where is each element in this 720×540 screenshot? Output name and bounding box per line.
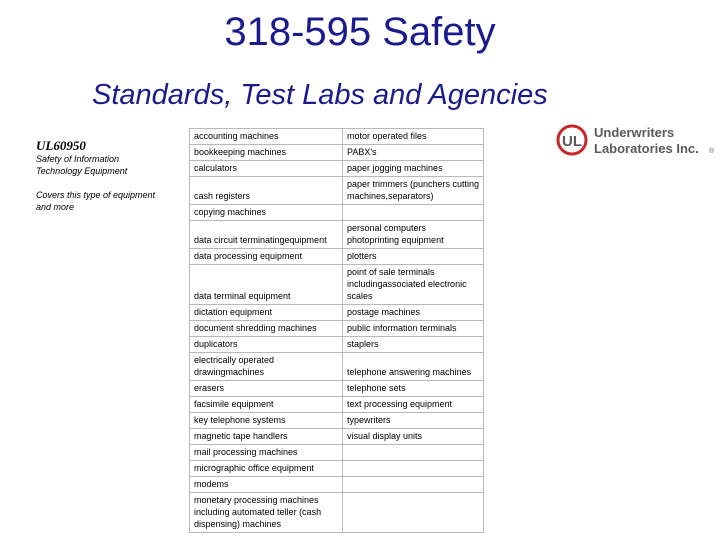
table-row [190, 129, 484, 145]
equipment-cell-left: mail processing machines [190, 445, 343, 461]
table-row [190, 265, 484, 305]
equipment-cell-left: calculators [190, 161, 343, 177]
equipment-cell-right: PABX's [343, 145, 484, 161]
equipment-cell-left: accounting machines [190, 129, 343, 145]
table-row [190, 221, 484, 249]
equipment-cell-left: facsimile equipment [190, 397, 343, 413]
equipment-cell-right [343, 493, 484, 533]
equipment-cell-right [343, 445, 484, 461]
page-title: 318-595 Safety [224, 10, 496, 54]
table-row [190, 353, 484, 381]
equipment-cell-right: text processing equipment [343, 397, 484, 413]
equipment-table [189, 128, 484, 533]
equipment-cell-right: typewriters [343, 413, 484, 429]
standard-name: UL60950 [36, 138, 86, 153]
table-row [190, 445, 484, 461]
equipment-cell-left: bookkeeping machines [190, 145, 343, 161]
table-row [190, 461, 484, 477]
table-row [190, 429, 484, 445]
equipment-cell-right: visual display units [343, 429, 484, 445]
equipment-cell-left: document shredding machines [190, 321, 343, 337]
equipment-cell-right: paper jogging machines [343, 161, 484, 177]
equipment-cell-right: point of sale terminals includingassociated electronic scales [343, 265, 484, 305]
table-row [190, 161, 484, 177]
table-row [190, 205, 484, 221]
table-row [190, 249, 484, 265]
equipment-cell-right: public information terminals [343, 321, 484, 337]
equipment-cell-right: staplers [343, 337, 484, 353]
equipment-cell-left: magnetic tape handlers [190, 429, 343, 445]
equipment-cell-right: telephone sets [343, 381, 484, 397]
table-row [190, 381, 484, 397]
equipment-cell-right [343, 205, 484, 221]
equipment-cell-right [343, 477, 484, 493]
equipment-cell-left: duplicators [190, 337, 343, 353]
table-row [190, 305, 484, 321]
equipment-cell-right: personal computers photoprinting equipment [343, 221, 484, 249]
ul-logo-line1: Underwriters [594, 125, 675, 140]
ul-logo [556, 122, 716, 162]
table-row [190, 177, 484, 205]
equipment-cell-left: data terminal equipment [190, 265, 343, 305]
page-subtitle: Standards, Test Labs and Agencies [92, 79, 548, 111]
ul-logo-line2: Laboratories Inc. [594, 141, 699, 156]
table-row [190, 337, 484, 353]
table-row [190, 493, 484, 533]
equipment-cell-right: telephone answering machines [343, 353, 484, 381]
equipment-cell-left: modems [190, 477, 343, 493]
equipment-cell-right: plotters [343, 249, 484, 265]
table-row [190, 321, 484, 337]
standard-description: Safety of Information Technology Equipment [36, 154, 128, 176]
equipment-cell-left: data processing equipment [190, 249, 343, 265]
table-row [190, 413, 484, 429]
equipment-cell-left: key telephone systems [190, 413, 343, 429]
equipment-cell-right: motor operated files [343, 129, 484, 145]
equipment-cell-right [343, 461, 484, 477]
equipment-cell-left: copying machines [190, 205, 343, 221]
equipment-cell-right: paper trimmers (punchers cutting machines,separators) [343, 177, 484, 205]
table-row [190, 145, 484, 161]
table-row [190, 397, 484, 413]
ul-logo-registered: ® [709, 148, 715, 155]
equipment-cell-left: erasers [190, 381, 343, 397]
equipment-cell-left: dictation equipment [190, 305, 343, 321]
equipment-cell-right: postage machines [343, 305, 484, 321]
equipment-cell-left: electrically operated drawingmachines [190, 353, 343, 381]
table-row [190, 477, 484, 493]
standard-note: Covers this type of equipment and more [36, 190, 156, 212]
equipment-cell-left: cash registers [190, 177, 343, 205]
equipment-cell-left: data circuit terminatingequipment [190, 221, 343, 249]
equipment-cell-left: monetary processing machines including automated teller (cash dispensing) machines [190, 493, 343, 533]
ul-mark-text: UL [562, 133, 582, 150]
equipment-cell-left: micrographic office equipment [190, 461, 343, 477]
